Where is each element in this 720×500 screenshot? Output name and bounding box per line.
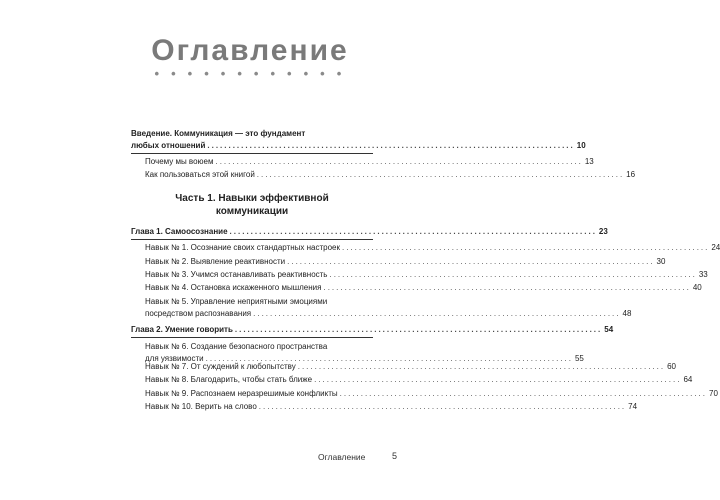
page-number: 5 <box>392 451 398 461</box>
dot-leader: ....................................................................................... <box>229 227 597 236</box>
dot-leader: ....................................................................................... <box>323 283 691 292</box>
toc-chapter-label: Глава 1. Самоосознание <box>131 227 228 236</box>
dot-leader: ....................................................................................... <box>258 402 627 411</box>
toc-entry-intro-line2: любых отношений <box>131 141 206 150</box>
toc-entry[interactable] <box>145 361 676 373</box>
dot-leader: ....................................................................................... <box>287 257 655 266</box>
toc-entry-label-line1: Навык № 6. Создание безопасного пространства <box>145 342 328 351</box>
toc-chapter-1[interactable] <box>131 226 608 238</box>
dot-leader: ....................................................................................... <box>205 354 573 363</box>
toc-chapter-page: 54 <box>604 325 614 334</box>
toc-entry-label: Как пользоваться этой книгой <box>145 170 255 179</box>
toc-entry-page: 24 <box>711 243 720 252</box>
toc-entry-label: Навык № 2. Выявление реактивности <box>145 257 286 266</box>
dot-leader: ....................................................................................... <box>297 362 666 371</box>
toc-entry-label-line2: посредством распознавания <box>145 309 252 318</box>
toc-entry[interactable] <box>145 388 718 400</box>
toc-entry[interactable] <box>145 169 636 181</box>
toc-entry-label: Навык № 10. Верить на слово <box>145 402 257 411</box>
toc-chapter-2[interactable] <box>131 324 614 336</box>
toc-entry-label-line2: для уязвимости <box>145 354 204 363</box>
toc-entry-intro-line1: Введение. Коммуникация — это фундамент <box>131 129 306 138</box>
toc-entry-label: Навык № 3. Учимся останавливать реактивность <box>145 270 328 279</box>
toc-entry-page: 70 <box>709 389 718 398</box>
toc-entry-intro-page: 10 <box>576 141 586 150</box>
toc-entry-label-line1: Навык № 5. Управление неприятными эмоциями <box>145 297 328 306</box>
toc-entry[interactable] <box>145 296 632 320</box>
dot-leader: ....................................................................................... <box>314 375 682 384</box>
dot-leader: ....................................................................................... <box>207 141 575 150</box>
toc-entry-label: Навык № 4. Остановка искаженного мышления <box>145 283 322 292</box>
title-dot-ornament: • • • • • • • • • • • • <box>154 66 346 81</box>
dot-leader: ....................................................................................... <box>329 270 697 279</box>
section-rule <box>131 239 373 240</box>
toc-entry-label: Навык № 9. Распознаем неразрешимые конфликты <box>145 389 338 398</box>
toc-entry-intro[interactable] <box>131 128 586 152</box>
toc-entry-page: 30 <box>656 257 666 266</box>
toc-entry-page: 55 <box>574 354 584 363</box>
dot-leader: ....................................................................................... <box>341 243 710 252</box>
page-title: Оглавление <box>151 34 349 67</box>
dot-leader: ....................................................................................... <box>256 170 625 179</box>
toc-entry[interactable] <box>145 242 720 254</box>
toc-entry-page: 16 <box>626 170 636 179</box>
dot-leader: ....................................................................................... <box>253 309 621 318</box>
toc-entry-page: 64 <box>683 375 693 384</box>
toc-entry[interactable] <box>145 401 638 413</box>
toc-entry-page: 13 <box>584 157 594 166</box>
toc-entry-page: 60 <box>667 362 676 371</box>
part-heading <box>131 192 373 218</box>
part-heading-line1: Часть 1. Навыки эффективной <box>175 193 329 204</box>
toc-entry-page: 74 <box>628 402 638 411</box>
section-rule <box>131 337 373 338</box>
toc-entry[interactable] <box>145 282 702 294</box>
dot-leader: ....................................................................................... <box>215 157 583 166</box>
toc-entry-label: Навык № 1. Осознание своих стандартных настроек <box>145 243 340 252</box>
toc-chapter-label: Глава 2. Умение говорить <box>131 325 233 334</box>
part-heading-line2: коммуникации <box>215 206 289 217</box>
toc-entry-page: 40 <box>692 283 702 292</box>
dot-leader: ....................................................................................... <box>234 325 603 334</box>
toc-entry-label: Навык № 7. От суждений к любопытству <box>145 362 296 371</box>
toc-entry-label: Почему мы воюем <box>145 157 214 166</box>
section-rule <box>131 153 373 154</box>
toc-chapter-page: 23 <box>598 227 608 236</box>
toc-entry-page: 33 <box>698 270 708 279</box>
toc-entry[interactable] <box>145 256 666 268</box>
dot-leader: ....................................................................................... <box>339 389 707 398</box>
toc-entry[interactable] <box>145 156 594 168</box>
toc-entry-label: Навык № 8. Благодарить, чтобы стать ближе <box>145 375 313 384</box>
toc-entry-page: 48 <box>622 309 632 318</box>
toc-entry[interactable] <box>145 269 708 281</box>
running-footer-title: Оглавление <box>318 452 366 462</box>
toc-entry[interactable] <box>145 374 693 386</box>
